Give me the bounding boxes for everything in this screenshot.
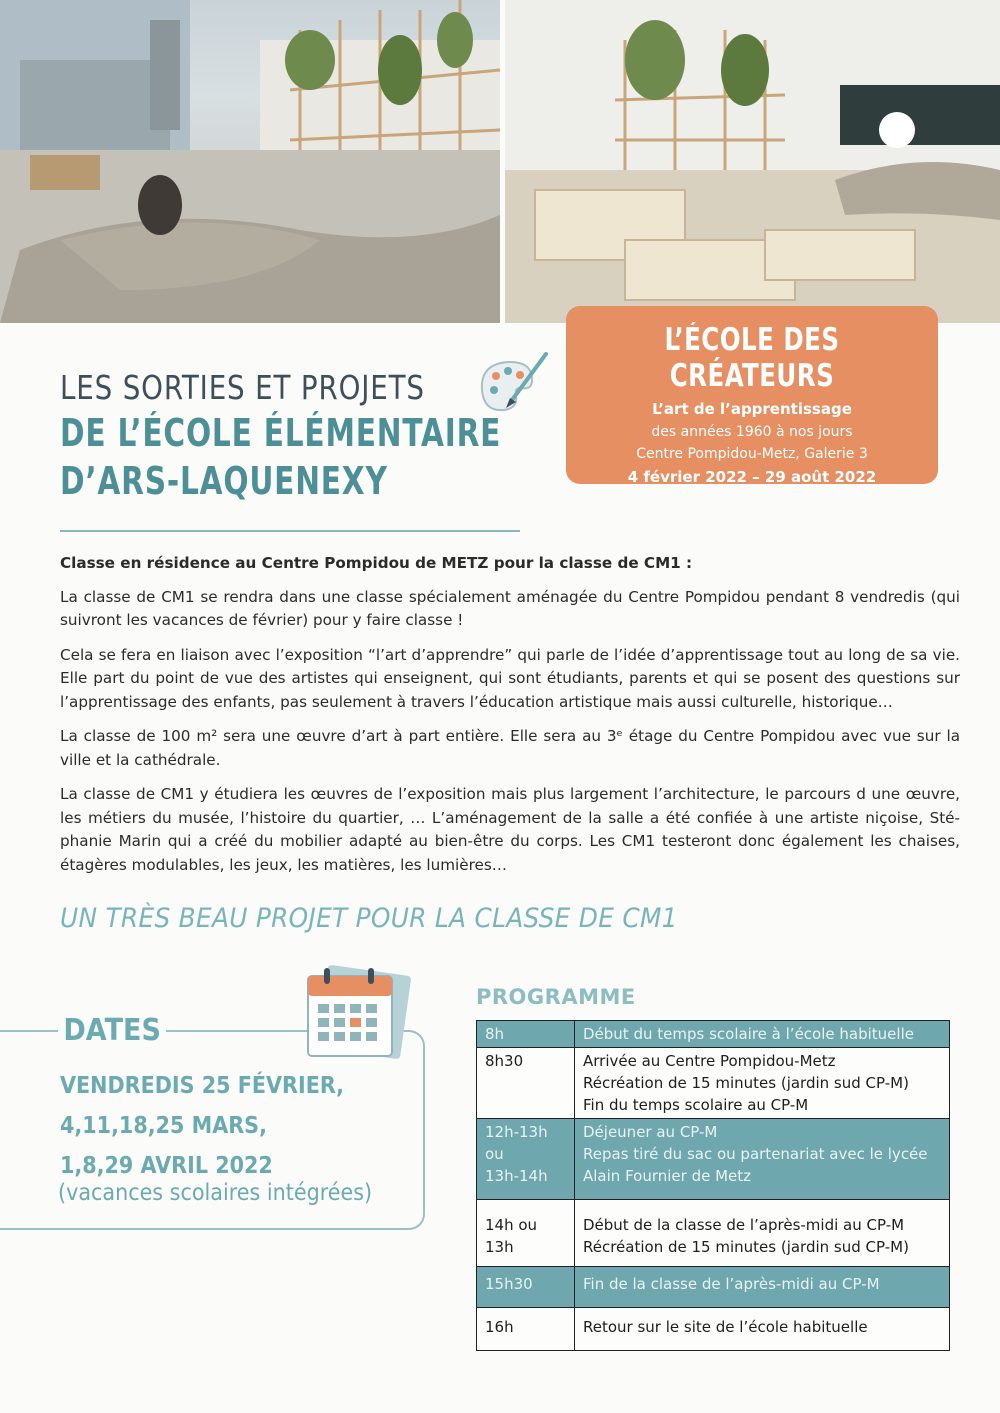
article-paragraph-2: Cela se fera en liaison avec l’exposition “l’art d’apprendre” qui parle de l’idée d’apprentissage tout au long de sa vie. Elle part du point de vue des artistes qui enseignent, qui sont étudiants, parents et qui se posent des questions sur l’apprentissage des enfants, pas seulement à travers l’éducation artistique mais aussi culturelle, historique… — [60, 645, 960, 711]
row-activity: Retour sur le site de l’école habituelle — [575, 1308, 950, 1351]
exhibition-dates: 4 février 2022 – 29 août 2022 — [627, 468, 877, 486]
calendar-icon — [300, 962, 412, 1066]
exhibition-venue: Centre Pompidou-Metz, Galerie 3 — [636, 446, 868, 462]
exhibition-period: des années 1960 à nos jours — [651, 424, 853, 440]
table-row — [477, 1021, 950, 1048]
programme-title: PROGRAMME — [476, 985, 636, 1009]
table-row — [477, 1267, 950, 1308]
classroom-photo-right — [505, 0, 1000, 323]
palette-brush-icon — [474, 350, 554, 429]
article-intro: Classe en résidence au Centre Pompidou de METZ pour la classe de CM1 : — [60, 554, 693, 572]
row-time: 8h30 — [477, 1048, 575, 1119]
page-heading — [60, 368, 540, 503]
row-activity: Début du temps scolaire à l’école habituelle — [575, 1021, 950, 1048]
row-time: 15h30 — [477, 1267, 575, 1308]
article-paragraph-1: La classe de CM1 se rendra dans une classe spécialement aménagée du Centre Pompidou pendant 8 vendredis (qui suivront les vacances de février) pour y faire classe ! — [60, 587, 960, 629]
programme-table — [476, 1020, 950, 1351]
classroom-photo-left — [0, 0, 500, 323]
heading-line-2: DE L’ÉCOLE ÉLÉMENTAIRE — [60, 411, 502, 455]
row-time: 16h — [477, 1308, 575, 1351]
row-time: 14h ou 13h — [477, 1200, 575, 1267]
dates-list — [60, 1066, 344, 1186]
row-time: 12h-13h ou 13h-14h — [477, 1119, 575, 1200]
heading-line-1: LES SORTIES ET PROJETS — [60, 368, 425, 407]
row-time: 8h — [477, 1021, 575, 1048]
dates-line-3: 1,8,29 AVRIL 2022 — [60, 1153, 273, 1179]
dates-line-2: 4,11,18,25 MARS, — [60, 1113, 267, 1139]
article-paragraph-3: La classe de 100 m² sera une œuvre d’art à part entière. Elle sera au 3ᵉ étage du Centre Pompidou avec vue sur la ville et la cathédrale. — [60, 727, 960, 769]
dates-title: DATES — [58, 1013, 166, 1048]
heading-line-3: D’ARS-LAQUENEXY — [60, 459, 388, 503]
exhibition-title: L’ÉCOLE DES CRÉATEURS — [664, 322, 840, 394]
table-row — [477, 1048, 950, 1119]
row-activity: Fin de la classe de l’après-midi au CP-M — [575, 1267, 950, 1308]
dates-note: (vacances scolaires intégrées) — [58, 1180, 373, 1206]
dates-line-1: VENDREDIS 25 FÉVRIER, — [60, 1073, 345, 1099]
row-activity: Déjeuner au CP-M Repas tiré du sac ou partenariat avec le lycée Alain Fournier de Metz — [575, 1119, 950, 1200]
heading-divider — [60, 530, 520, 532]
table-row — [477, 1119, 950, 1200]
table-row — [477, 1308, 950, 1351]
article-paragraph-4: La classe de CM1 y étudiera les œuvres de l’exposition mais plus largement l’architecture, le parcours d une œuvre, les métiers du musée, l’histoire du quartier, … L’aménagement de la salle a été confiée à une artiste niçoise, Sté-phanie Marin qui a créé du mobilier adapté au bien-être du corps. Les CM1 testeront donc également les chaises, étagères modulables, les jeux, les matières, les lumières… — [60, 785, 960, 874]
article-body — [60, 552, 960, 888]
project-tagline: UN TRÈS BEAU PROJET POUR LA CLASSE DE CM1 — [60, 903, 678, 934]
exhibition-subtitle: L’art de l’apprentissage — [652, 400, 852, 418]
row-activity: Arrivée au Centre Pompidou-Metz Récréation de 15 minutes (jardin sud CP-M) Fin du temps scolaire au CP-M — [575, 1048, 950, 1119]
exhibition-box — [566, 306, 938, 484]
row-activity: Début de la classe de l’après-midi au CP-M Récréation de 15 minutes (jardin sud CP-M) — [575, 1200, 950, 1267]
table-row — [477, 1200, 950, 1267]
